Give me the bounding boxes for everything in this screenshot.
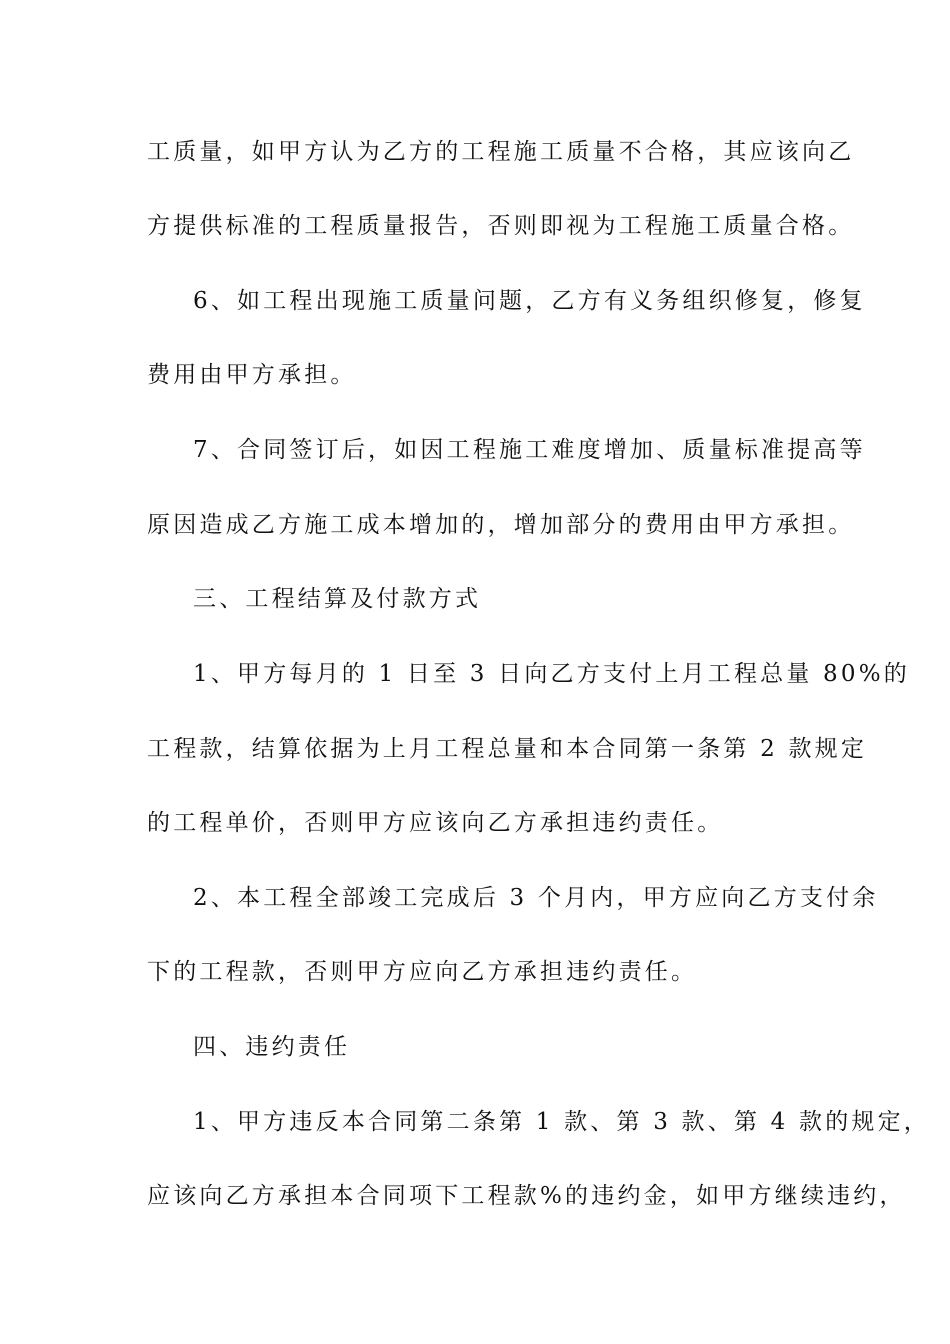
text-line-9: 工程款，结算依据为上月工程总量和本合同第一条第 2 款规定 — [147, 736, 868, 762]
text-line-10: 的工程单价，否则甲方应该向乙方承担违约责任。 — [147, 810, 724, 836]
text-line-14: 1、甲方违反本合同第二条第 1 款、第 3 款、第 4 款的规定， — [193, 1109, 930, 1135]
text-line-11: 2、本工程全部竣工完成后 3 个月内，甲方应向乙方支付余 — [193, 885, 879, 911]
section-heading-4: 四、违约责任 — [193, 1034, 351, 1060]
text-line-15: 应该向乙方承担本合同项下工程款%的违约金，如甲方继续违约， — [147, 1183, 906, 1209]
text-line-6: 原因造成乙方施工成本增加的，增加部分的费用由甲方承担。 — [147, 512, 855, 538]
text-line-3: 6、如工程出现施工质量问题，乙方有义务组织修复，修复 — [193, 288, 866, 314]
text-line-1: 工质量，如甲方认为乙方的工程施工质量不合格，其应该向乙 — [147, 139, 855, 165]
text-line-8: 1、甲方每月的 1 日至 3 日向乙方支付上月工程总量 80%的 — [193, 661, 910, 687]
text-line-4: 费用由甲方承担。 — [147, 362, 357, 388]
text-line-12: 下的工程款，否则甲方应向乙方承担违约责任。 — [147, 959, 698, 985]
text-line-2: 方提供标准的工程质量报告，否则即视为工程施工质量合格。 — [147, 213, 855, 239]
section-heading-3: 三、工程结算及付款方式 — [193, 586, 482, 612]
text-line-5: 7、合同签订后，如因工程施工难度增加、质量标准提高等 — [193, 437, 866, 463]
